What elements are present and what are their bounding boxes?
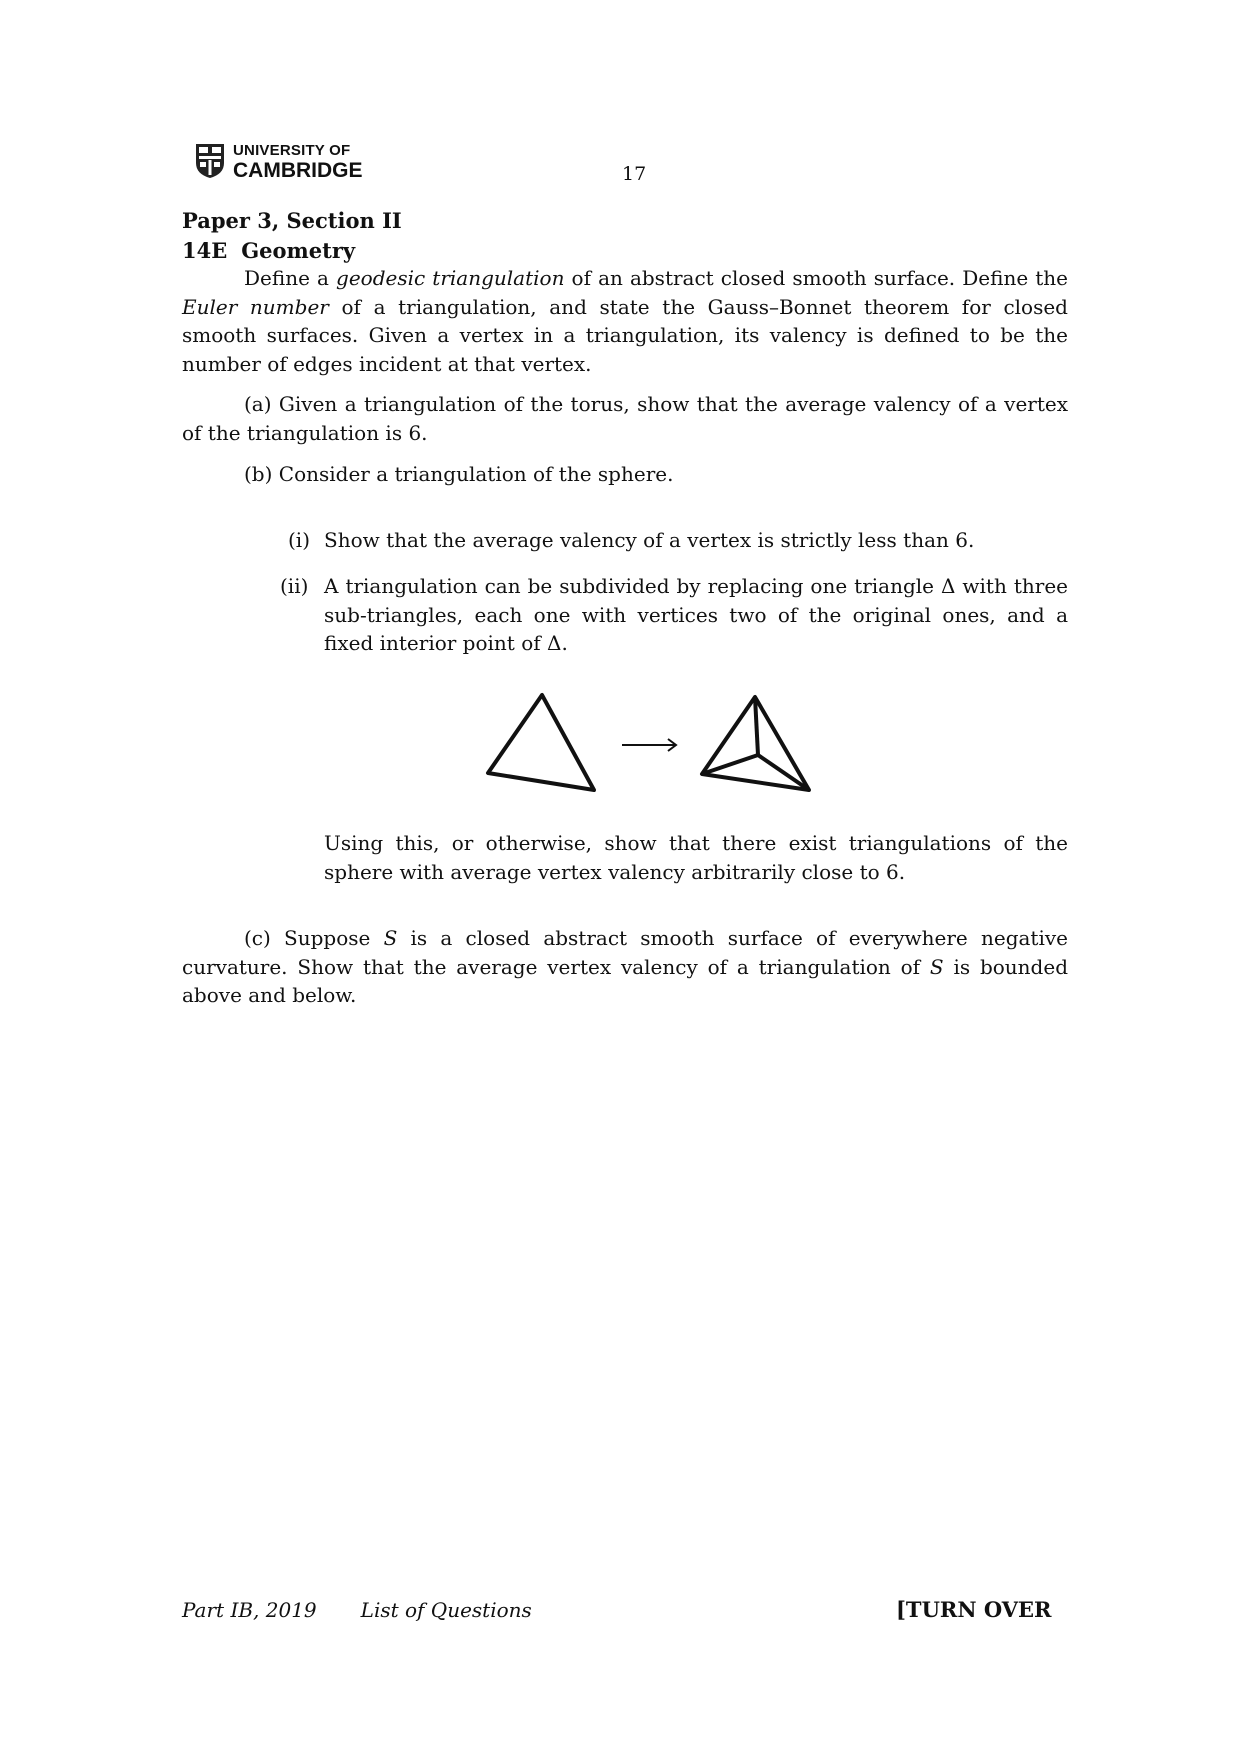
logo-line-2: CAMBRIDGE — [233, 159, 363, 182]
part-b-ii-continuation: Using this, or otherwise, show that there exist triangulations of the sphere with average vertex valency arbitrarily close to 6. — [324, 831, 1068, 884]
question-heading — [182, 238, 355, 263]
right-arrow-icon — [622, 739, 676, 751]
subdivided-triangle-icon — [702, 697, 809, 790]
question-intro: Define a geodesic triangulation of an abstract closed smooth surface. Define the Euler number of a triangulation, and state the Gauss–Bonnet theorem for closed smooth surfaces. Given a vertex in a triangulation, its valency is defined to be the number of edges incident at that vertex. — [182, 266, 1068, 376]
footer-left — [182, 1598, 532, 1622]
part-a: (a) Given a triangulation of the torus, show that the average valency of a vertex of the triangulation is 6. — [182, 392, 1068, 445]
part-b-ii-label: (ii) — [280, 574, 309, 598]
question-number: 14E — [182, 238, 228, 263]
part-b-ii: A triangulation can be subdivided by replacing one triangle Δ with three sub-triangles, each one with vertices two of the original ones, and a fixed interior point of Δ. — [324, 574, 1068, 655]
part-b-i: Show that the average valency of a vertex is strictly less than 6. — [324, 528, 975, 552]
triangle-icon — [488, 695, 594, 790]
page-number: 17 — [622, 163, 647, 185]
footer-list: List of Questions — [360, 1598, 532, 1622]
part-b-i-label: (i) — [288, 528, 311, 552]
section-title: Paper 3, Section II — [182, 208, 402, 233]
part-b: (b) Consider a triangulation of the sphere. — [244, 462, 674, 486]
logo-line-1: UNIVERSITY OF — [233, 142, 351, 159]
term-geodesic-triangulation: geodesic triangulation — [336, 266, 565, 290]
footer-part: Part IB, 2019 — [182, 1598, 317, 1622]
cambridge-crest-icon — [195, 143, 225, 179]
university-logo — [195, 143, 363, 181]
subdivision-figure — [482, 690, 822, 800]
term-euler-number: Euler number — [182, 294, 329, 319]
turn-over: [TURN OVER — [896, 1597, 1052, 1622]
part-c: (c) Suppose S is a closed abstract smooth surface of everywhere negative curvature. Show that the average vertex valency of a triangulation of S is bounded above and below. — [182, 926, 1069, 1007]
question-title: Geometry — [241, 238, 356, 263]
